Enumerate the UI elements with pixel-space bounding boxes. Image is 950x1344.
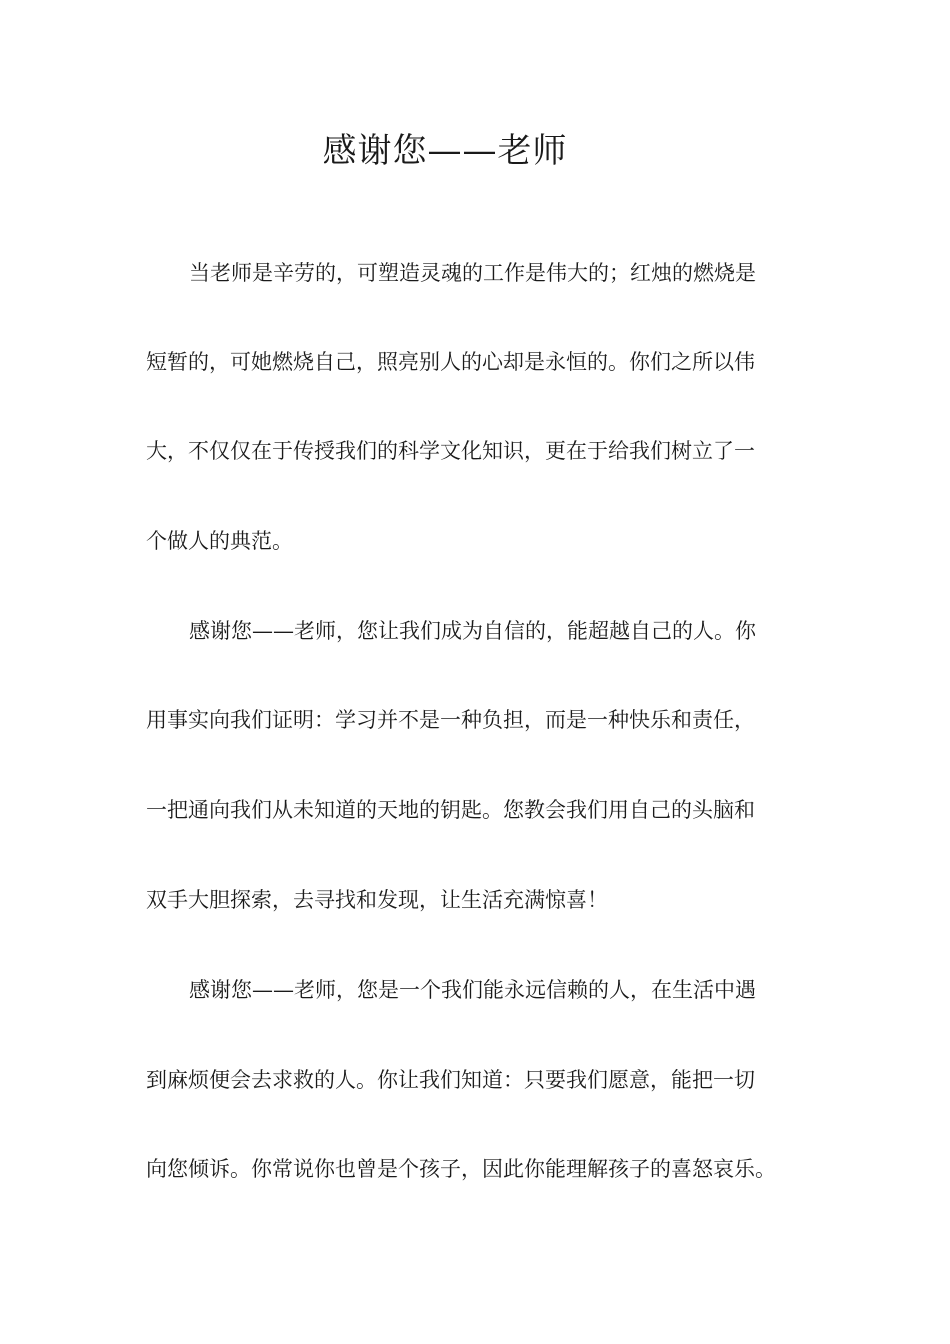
paragraph-line: 到麻烦便会去求救的人。你让我们知道：只要我们愿意，能把一切 <box>146 1068 755 1092</box>
paragraph-line: 双手大胆探索，去寻找和发现，让生活充满惊喜！ <box>146 888 608 912</box>
paragraph-line: 短暂的，可她燃烧自己，照亮别人的心却是永恒的。你们之所以伟 <box>146 350 755 374</box>
paragraph-line: 个做人的典范。 <box>146 529 293 553</box>
paragraph-line: 感谢您——老师，您让我们成为自信的，能超越自己的人。你 <box>189 619 756 643</box>
paragraph-line: 当老师是辛劳的，可塑造灵魂的工作是伟大的；红烛的燃烧是 <box>189 261 756 285</box>
paragraph-line: 感谢您——老师，您是一个我们能永远信赖的人，在生活中遇 <box>189 978 756 1002</box>
paragraph-line: 用事实向我们证明：学习并不是一种负担，而是一种快乐和责任， <box>146 708 755 732</box>
document-title: 感谢您——老师 <box>322 131 568 171</box>
paragraph-line: 一把通向我们从未知道的天地的钥匙。您教会我们用自己的头脑和 <box>146 798 755 822</box>
paragraph-line: 大，不仅仅在于传授我们的科学文化知识，更在于给我们树立了一 <box>146 439 755 463</box>
paragraph-line: 向您倾诉。你常说你也曾是个孩子，因此你能理解孩子的喜怒哀乐。 <box>146 1157 776 1181</box>
